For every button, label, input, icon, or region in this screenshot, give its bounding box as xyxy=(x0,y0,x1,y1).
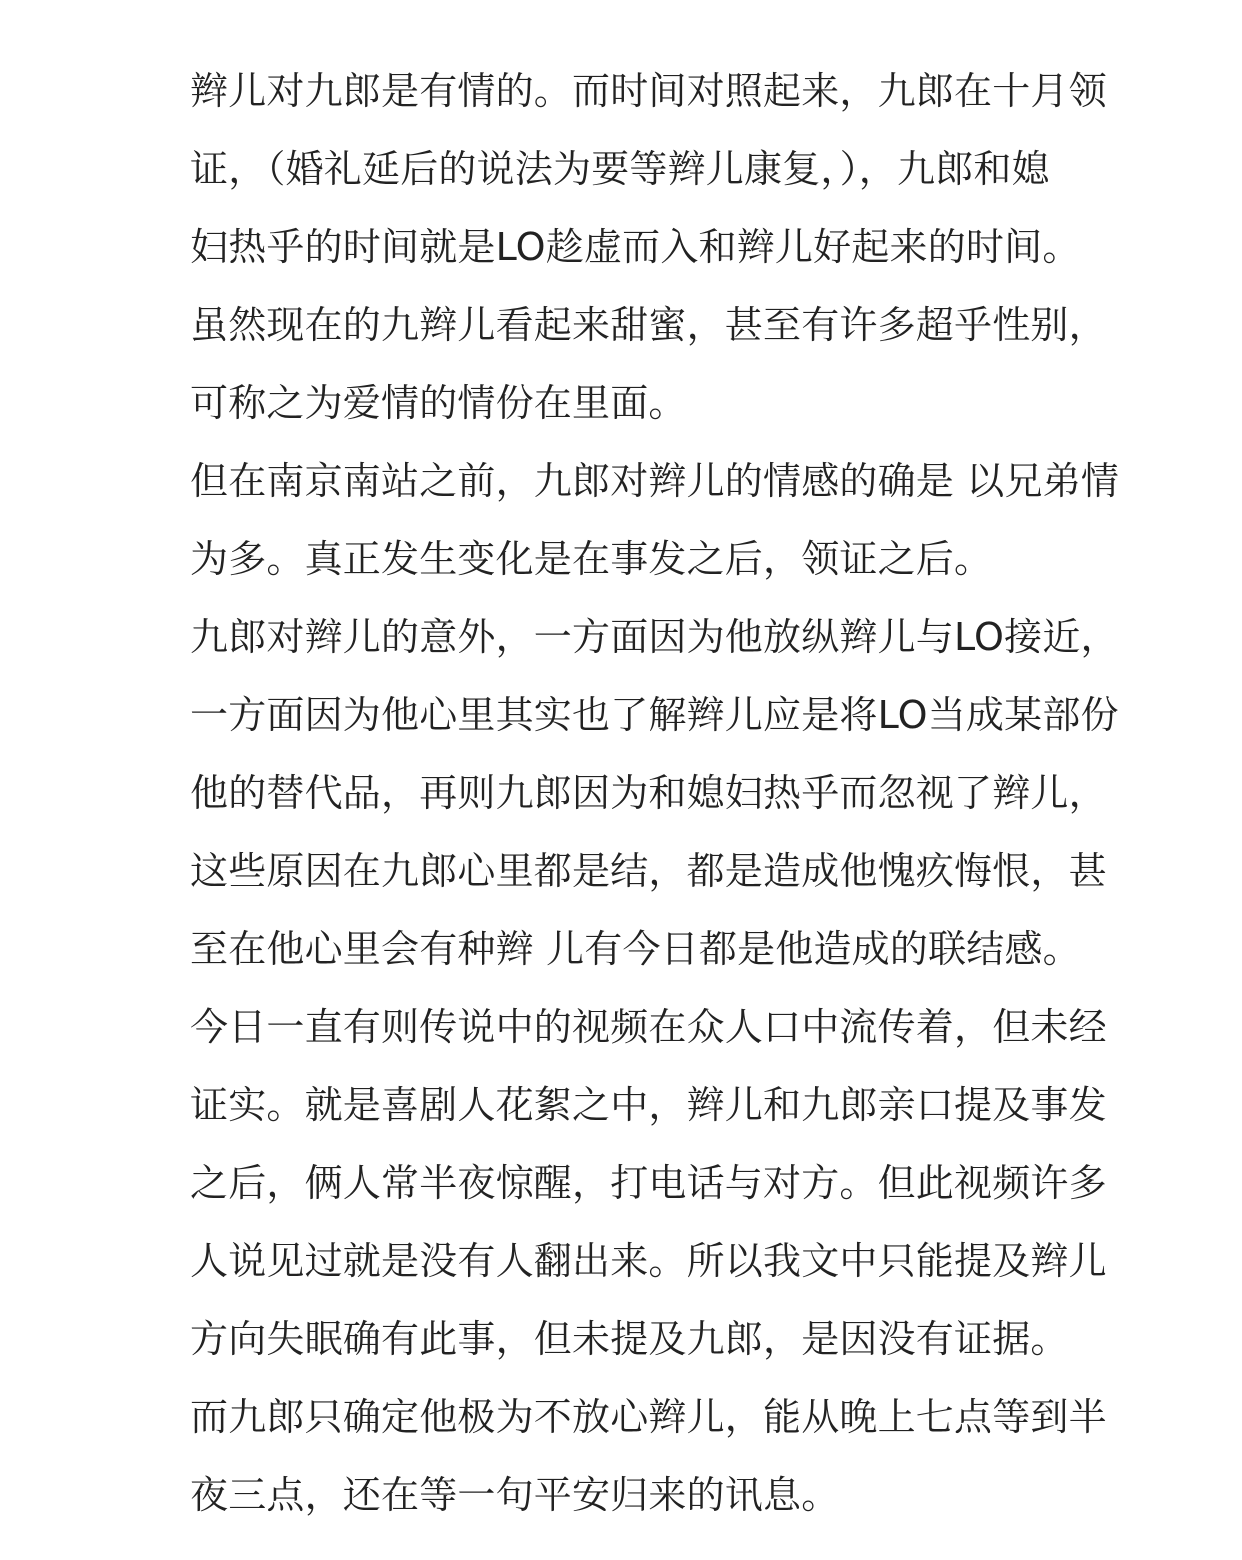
text-line: 他的替代品，再则九郎因为和媳妇热乎而忽视了辫儿， xyxy=(190,771,1107,815)
text-line: 证，（婚礼延后的说法为要等辫儿康复，），九郎和媳 xyxy=(190,147,1050,191)
text-line: 证实。就是喜剧人花絮之中，辫儿和九郎亲口提及事发 xyxy=(190,1083,1107,1127)
text-line: 妇热乎的时间就是LO趁虚而入和辫儿好起来的时间。 xyxy=(190,225,1081,269)
text-line: 至在他心里会有种辫 儿有今日都是他造成的联结感。 xyxy=(190,927,1081,971)
text-line: 但在南京南站之前，九郎对辫儿的情感的确是 以兄弟情 xyxy=(190,459,1120,503)
text-line: 可称之为爱情的情份在里面。 xyxy=(190,381,687,425)
text-line: 夜三点，还在等一句平安归来的讯息。 xyxy=(190,1473,840,1517)
text-line: 一方面因为他心里其实也了解辫儿应是将LO当成某部份 xyxy=(190,693,1119,737)
text-line: 九郎对辫儿的意外，一方面因为他放纵辫儿与LO接近， xyxy=(190,615,1119,659)
text-line: 今日一直有则传说中的视频在众人口中流传着，但未经 xyxy=(190,1005,1107,1049)
article-body xyxy=(190,52,1230,1534)
text-line: 而九郎只确定他极为不放心辫儿，能从晚上七点等到半 xyxy=(190,1395,1107,1439)
text-line: 这些原因在九郎心里都是结，都是造成他愧疚悔恨，甚 xyxy=(190,849,1107,893)
text-line: 人说见过就是没有人翻出来。所以我文中只能提及辫儿 xyxy=(190,1239,1107,1283)
text-line: 之后，俩人常半夜惊醒，打电话与对方。但此视频许多 xyxy=(190,1161,1107,1205)
text-line: 为多。真正发生变化是在事发之后，领证之后。 xyxy=(190,537,993,581)
text-line: 虽然现在的九辫儿看起来甜蜜，甚至有许多超乎性别， xyxy=(190,303,1107,347)
text-line: 辫儿对九郎是有情的。而时间对照起来，九郎在十月领 xyxy=(190,69,1107,113)
text-line: 方向失眠确有此事，但未提及九郎，是因没有证据。 xyxy=(190,1317,1069,1361)
